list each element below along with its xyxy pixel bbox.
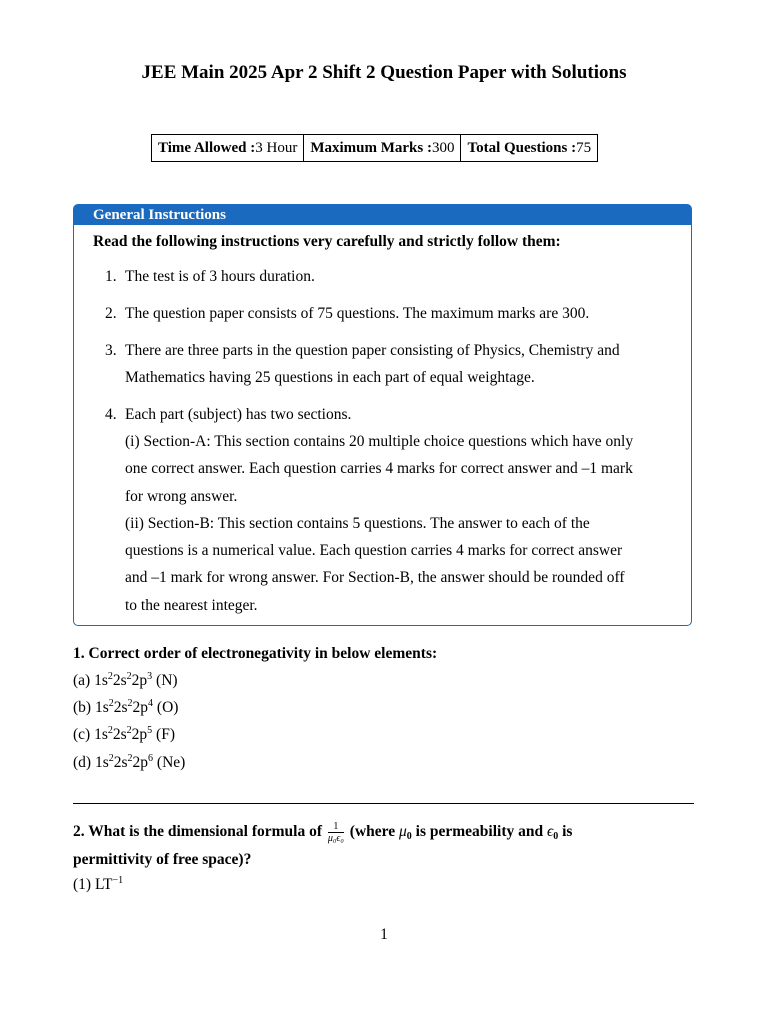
option-exponent: 4: [148, 698, 154, 709]
total-questions-cell: [461, 135, 598, 162]
option-element: (Ne): [156, 754, 186, 771]
instruction-text: There are three parts in the question paper consisting of Physics, Chemistry and: [125, 341, 620, 359]
option-label: (d): [73, 754, 92, 771]
exam-meta-table: [151, 134, 598, 162]
instruction-number: 4.: [105, 405, 117, 423]
option-exponent: 5: [147, 725, 153, 736]
general-instructions-header: General Instructions: [74, 205, 691, 225]
instruction-text: to the nearest integer.: [125, 596, 258, 614]
instruction-item: [74, 263, 684, 290]
option-element: (F): [156, 726, 175, 743]
instruction-text: Each part (subject) has two sections.: [125, 405, 352, 423]
instructions-list: [74, 263, 684, 629]
option-label: (b): [73, 699, 92, 716]
question-1-option: (c) $1s^22s^22p^5$ (F): [73, 725, 175, 743]
option-exponent: −1: [112, 875, 124, 886]
maximum-marks-value: 300: [431, 139, 455, 156]
instruction-item: [74, 337, 684, 392]
instruction-text: The question paper consists of 75 questions. The maximum marks are 300.: [125, 304, 590, 322]
page-number: 1: [380, 926, 388, 943]
option-label: (a): [73, 672, 91, 689]
option-element: (N): [156, 672, 178, 689]
q2-text-c: is permeability and: [415, 823, 544, 840]
maximum-marks-label: Maximum Marks :: [310, 139, 432, 156]
instructions-lead: Read the following instructions very carefully and strictly follow them:: [93, 233, 561, 250]
instruction-text: Mathematics having 25 questions in each part of equal weightage.: [125, 368, 535, 386]
instruction-text: questions is a numerical value. Each question carries 4 marks for correct answer: [125, 542, 623, 560]
option-element: (O): [156, 699, 179, 716]
instruction-text: (i) Section-A: This section contains 20 multiple choice questions which have only: [125, 432, 634, 450]
q2-text-b: (where: [349, 823, 396, 840]
instruction-item: [74, 300, 684, 327]
question-1-option: (d) $1s^22s^22p^6$ (Ne): [73, 753, 186, 771]
instruction-number: 1.: [105, 268, 117, 285]
epsilon-symbol: ϵ: [547, 823, 554, 840]
fraction-numerator: 1: [328, 821, 344, 833]
option-text: (1) LT: [73, 876, 113, 893]
question-divider: [73, 803, 694, 804]
q2-text-e: permittivity of free space)?: [73, 851, 252, 868]
instruction-number: 3.: [105, 341, 117, 359]
instruction-text: The test is of 3 hours duration.: [125, 268, 315, 285]
instruction-text: and –1 mark for wrong answer. For Section-B, the answer should be rounded off: [125, 569, 625, 587]
instruction-item: [74, 401, 684, 619]
instruction-text: for wrong answer.: [125, 487, 238, 505]
question-2-option: [73, 876, 123, 894]
instruction-text: (ii) Section-B: This section contains 5 questions. The answer to each of the: [125, 514, 590, 532]
fraction: [328, 821, 344, 844]
question-1-title: 1. Correct order of electronegativity in below elements:: [73, 645, 438, 662]
paper-title: JEE Main 2025 Apr 2 Shift 2 Question Paper with Solutions: [141, 62, 627, 83]
option-label: (c): [73, 726, 91, 743]
maximum-marks-cell: [304, 135, 461, 162]
total-questions-label: Total Questions :: [467, 139, 577, 156]
option-exponent: 6: [148, 753, 154, 764]
general-instructions-box: [73, 204, 692, 626]
fraction-denominator: μ₀ϵ₀: [327, 832, 344, 844]
time-allowed-label: Time Allowed :: [158, 139, 256, 156]
total-questions-value: 75: [576, 139, 592, 156]
mu-symbol: μ: [399, 823, 407, 840]
question-2-title: 2. What is the dimensional formula of $\frac{1}{\text{μ₀ϵ₀}}$ (where $\mu_0$ is permeability and $\epsilon_0$ is permittivity of free space)?: [73, 820, 573, 868]
q2-text-d: is: [562, 823, 573, 840]
instruction-text: one correct answer. Each question carries 4 marks for correct answer and –1 mark: [125, 460, 633, 478]
question-1-option: (a) $1s^22s^22p^3$ (N): [73, 671, 178, 689]
q2-text-a: 2. What is the dimensional formula of: [73, 823, 323, 840]
option-exponent: 3: [147, 671, 153, 682]
question-1-option: (b) $1s^22s^22p^4$ (O): [73, 698, 179, 716]
instruction-number: 2.: [105, 304, 117, 322]
time-allowed-cell: [152, 135, 304, 162]
time-allowed-value: 3 Hour: [255, 139, 298, 156]
